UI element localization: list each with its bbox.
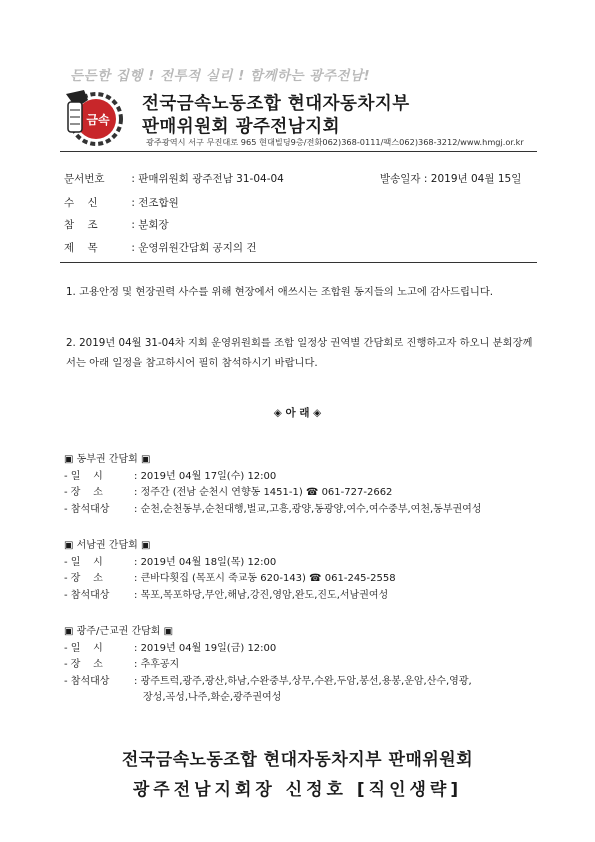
address-line: 광주광역시 서구 무진대로 965 현대빌딩9층/전화062)368-0111/팩스062)368-3212/www.hmgj.or.kr xyxy=(146,137,524,147)
date-label: - 일 시 xyxy=(64,642,103,654)
date-label: - 일 시 xyxy=(64,470,103,482)
slogan: 든든한 집행 ! 전투적 실리 ! 함께하는 광주전남! xyxy=(70,68,371,84)
issue-date-label: 발송일자 xyxy=(380,173,421,185)
subject: 운영위원간담회 공지의 건 xyxy=(138,242,257,254)
footer-signature: 광주전남지회장 신정호 [직인생략] xyxy=(132,780,463,800)
section-gwangju: ▣ 광주/근교권 간담회 ▣ - 일 시 : 2019년 04월 19일(금) 12:00 - 장 소 : 추후공지 - 참석대상 : 광주트럭,광주,광산,하남,수완중부,상무,수완,두암,봉선,용봉,운암,산수,영광, 장성,곡성,나주,화순,광주권여성 xyxy=(64,624,472,707)
date-label: - 일 시 xyxy=(64,556,103,568)
recipient-label: 수 신 xyxy=(64,197,98,209)
attendees-value: 순천,순천동부,순천대행,벌교,고흥,광양,동광양,여수,여수중부,여천,동부권여성 xyxy=(140,503,482,515)
attendees-label: - 참석대상 xyxy=(64,503,110,515)
place-label: - 장 소 xyxy=(64,573,103,584)
place-value: 큰바다횟집 (목포시 죽교동 620-143) ☎ 061-245-2558 xyxy=(140,573,396,584)
paragraph-1: 1. 고용안정 및 현장권력 사수를 위해 현장에서 애쓰시는 조합원 동지들의 노고에 감사드립니다. xyxy=(66,286,494,298)
doc-number-row: 문서번호 : 판매위원회 광주전남 31-04-04 xyxy=(64,173,284,185)
place-label: - 장 소 xyxy=(64,487,103,498)
section-title: ▣ 서남권 간담회 ▣ xyxy=(64,540,151,551)
paragraph-2: 2. 2019년 04월 31-04차 지회 운영위원회를 조합 일정상 권역별 간담회로 진행하고자 하오니 분회장께서는 아래 일정을 참고하시어 필히 참석하시기 바랍니다. xyxy=(66,337,533,369)
logo-text: 금속 xyxy=(86,113,110,127)
recipient: 전조합원 xyxy=(138,197,179,209)
attendees-label: - 참석대상 xyxy=(64,589,110,601)
cc: 분회장 xyxy=(138,219,169,231)
issue-date: 2019년 04월 15일 xyxy=(430,173,522,185)
date-value: 2019년 04월 17일(수) 12:00 xyxy=(140,470,277,482)
doc-number: 판매위원회 광주전남 31-04-04 xyxy=(138,173,284,185)
footer-organization: 전국금속노동조합 현대자동차지부 판매위원회 xyxy=(121,750,474,770)
section-title: ▣ 광주/근교권 간담회 ▣ xyxy=(64,626,174,637)
date-value: 2019년 04월 18일(목) 12:00 xyxy=(140,556,277,568)
fist-gear-icon xyxy=(62,86,126,148)
cc-row: 참 조 : 분회장 xyxy=(64,219,169,231)
date-value: 2019년 04월 19일(금) 12:00 xyxy=(140,642,277,654)
section-east: ▣ 동부권 간담회 ▣ - 일 시 : 2019년 04월 17일(수) 12:00 - 장 소 : 정주간 (전남 순천시 연향동 1451-1) ☎ 061-727-2662 - 참석대상 : 순천,순천동부,순천대행,벌교,고흥,광양,동광양,여수,여수중부,여천,동부권여성 xyxy=(64,452,481,518)
branch-name: 판매위원회 광주전남지회 xyxy=(142,117,341,137)
place-value: 정주간 (전남 순천시 연향동 1451-1) ☎ 061-727-2662 xyxy=(140,487,393,498)
union-name: 전국금속노동조합 현대자동차지부 xyxy=(142,94,410,114)
notice-heading: ◈ 아 래 ◈ xyxy=(273,407,322,419)
attendees-value: 광주트럭,광주,광산,하남,수완중부,상무,수완,두암,봉선,용봉,운암,산수,영광, xyxy=(140,675,472,687)
meta-divider xyxy=(60,262,537,263)
issue-date-row: 발송일자 : 2019년 04월 15일 xyxy=(380,173,522,185)
recipient-row: 수 신 : 전조합원 xyxy=(64,197,179,209)
attendees-continued: 장성,곡성,나주,화순,광주권여성 xyxy=(143,692,282,703)
cc-label: 참 조 xyxy=(64,219,98,231)
subject-label: 제 목 xyxy=(64,242,98,254)
place-label: - 장 소 xyxy=(64,659,103,670)
union-logo xyxy=(62,86,126,148)
section-title: ▣ 동부권 간담회 ▣ xyxy=(64,454,151,465)
doc-number-label: 문서번호 xyxy=(64,173,105,185)
place-value: 추후공지 xyxy=(140,659,180,670)
attendees-value: 목포,목포하당,무안,해남,강진,영암,완도,진도,서남권여성 xyxy=(140,589,389,601)
header-divider xyxy=(60,151,537,152)
section-southwest: ▣ 서남권 간담회 ▣ - 일 시 : 2019년 04월 18일(목) 12:00 - 장 소 : 큰바다횟집 (목포시 죽교동 620-143) ☎ 061-245-2558 - 참석대상 : 목포,목포하당,무안,해남,강진,영암,완도,진도,서남권여성 xyxy=(64,538,396,604)
attendees-label: - 참석대상 xyxy=(64,675,110,687)
subject-row: 제 목 : 운영위원간담회 공지의 건 xyxy=(64,242,257,254)
